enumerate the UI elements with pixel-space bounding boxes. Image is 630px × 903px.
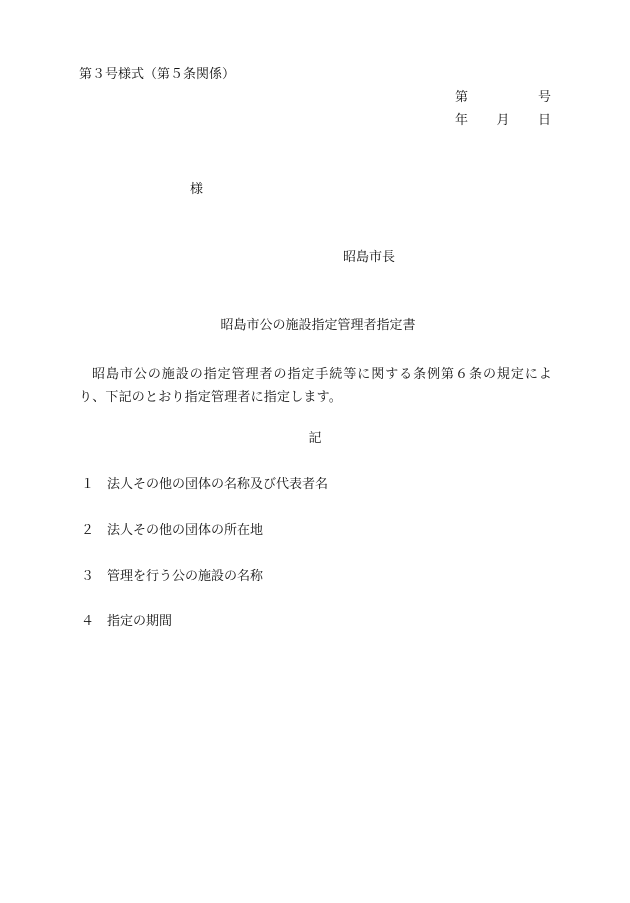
item-text: 法人その他の団体の所在地 (107, 523, 264, 538)
document-title: 昭島市公の施設指定管理者指定書 (220, 318, 416, 333)
item-text: 法人その他の団体の名称及び代表者名 (107, 477, 329, 492)
item-number: １ (81, 477, 95, 492)
item-number: ３ (81, 569, 95, 584)
date-day: 日 (537, 113, 551, 128)
form-label: 第３号様式（第５条関係） (79, 67, 236, 82)
date-year: 年 (455, 113, 469, 128)
issuer: 昭島市長 (343, 250, 396, 265)
ki-heading: 記 (308, 431, 322, 446)
document-number-line (455, 91, 551, 104)
addressee-suffix: 様 (190, 182, 204, 197)
date-month: 月 (496, 113, 510, 128)
list-item (81, 478, 328, 491)
item-text: 指定の期間 (107, 614, 173, 629)
body-paragraph: 昭島市公の施設の指定管理者の指定手続等に関する条例第６条の規定により、下記のとおり指定管理者に指定します。 (79, 367, 552, 405)
list-item (81, 570, 263, 583)
list-item (81, 524, 263, 537)
number-prefix: 第 (455, 90, 469, 105)
item-text: 管理を行う公の施設の名称 (107, 569, 264, 584)
item-number: ４ (81, 614, 95, 629)
item-number: ２ (81, 523, 95, 538)
date-line (455, 114, 551, 127)
list-item (81, 615, 172, 628)
number-suffix: 号 (537, 90, 551, 105)
